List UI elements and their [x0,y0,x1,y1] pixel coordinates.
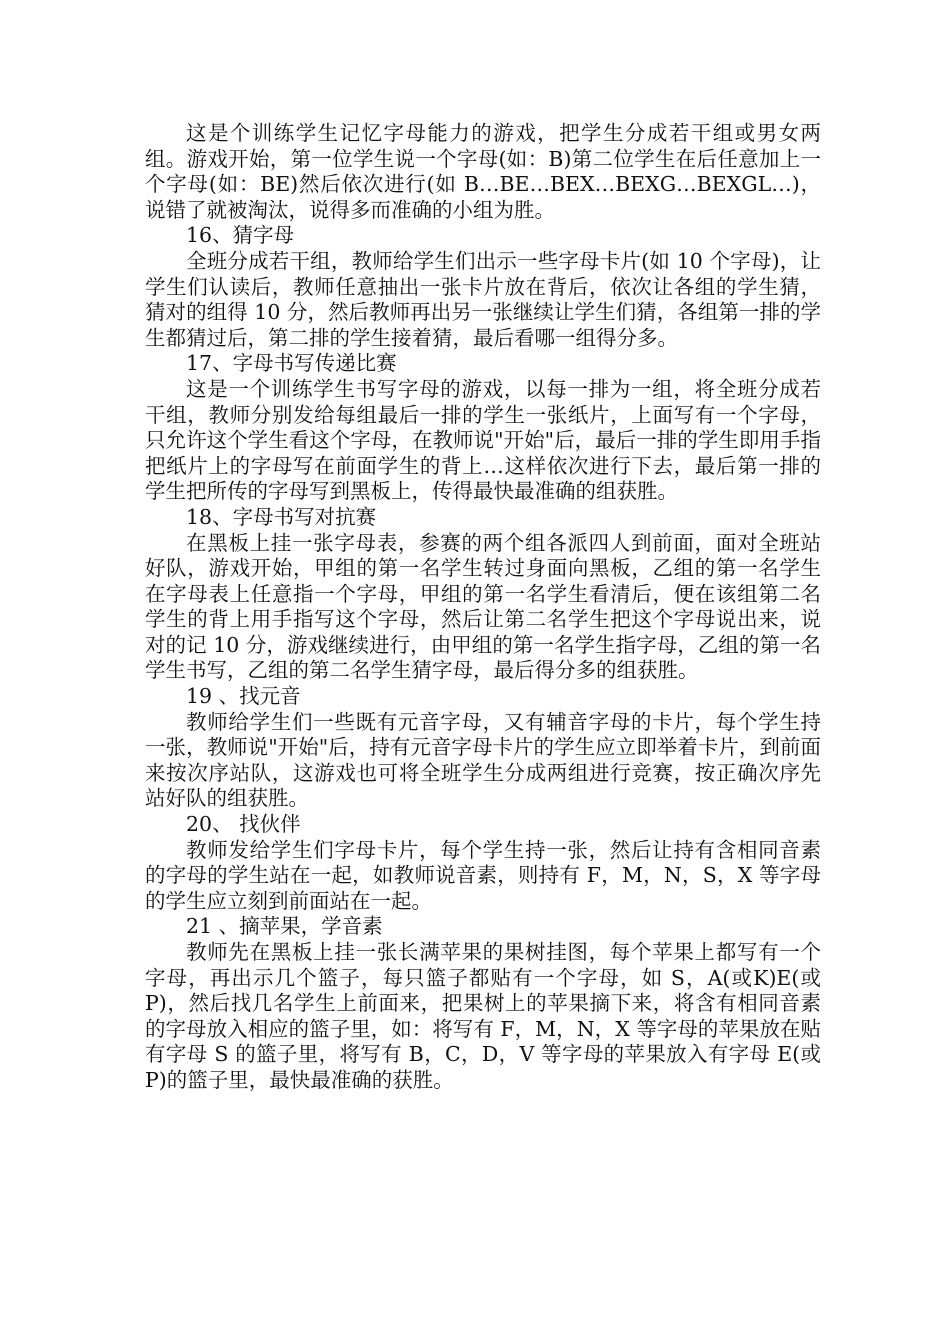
paragraph-guess-letters: 全班分成若干组，教师给学生们出示一些字母卡片(如 10 个字母)，让学生们认读后，教师任意抽出一张卡片放在背后，依次让各组的学生猜，猜对的组得 10 分，然后教师再出另一张继续让学生们猜，各组第一排的学生都猜过后，第二排的学生接着猜，最后看哪一组得分多。 [145,248,821,350]
paragraph-find-partners: 教师发给学生们字母卡片，每个学生持一张，然后让持有含相同音素的字母的学生站在一起，如教师说音素，则持有 F，M，N，S，X 等字母的学生应立刻到前面站在一起。 [145,837,821,913]
paragraph-memory-game: 这是个训练学生记忆字母能力的游戏，把学生分成若干组或男女两组。游戏开始，第一位学生说一个字母(如：B)第二位学生在后任意加上一个字母(如：BE)然后依次进行(如 B…BE…BEX…BEXG…BEXGL…)，说错了就被淘汰，说得多而准确的小组为胜。 [145,121,821,222]
heading-guess-letters: 16、猜字母 [186,223,295,248]
heading-writing-relay: 17、字母书写传递比赛 [186,351,397,376]
document-body [145,121,821,1094]
paragraph-find-vowels: 教师给学生们一些既有元音字母，又有辅音字母的卡片，每个学生持一张，教师说"开始"后，持有元音字母卡片的学生应立即举着卡片，到前面来按次序站队，这游戏也可将全班学生分成两组进行竞赛，按正确次序先站好队的组获胜。 [145,709,821,811]
paragraph-writing-relay: 这是一个训练学生书写字母的游戏，以每一排为一组，将全班分成若干组，教师分别发给每组最后一排的学生一张纸片，上面写有一个字母，只允许这个学生看这个字母，在教师说"开始"后，最后一排的学生即用手指把纸片上的字母写在前面学生的背上…这样依次进行下去，最后第一排的学生把所传的字母写到黑板上，传得最快最准确的组获胜。 [145,376,821,504]
heading-find-partners: 20、 找伙伴 [186,812,301,837]
paragraph-writing-contest: 在黑板上挂一张字母表，参赛的两个组各派四人到前面，面对全班站好队，游戏开始，甲组的第一名学生转过身面向黑板，乙组的第一名学生在字母表上任意指一个字母，甲组的第一名学生看清后，便在该组第二名学生的背上用手指写这个字母，然后让第二名学生把这个字母说出来，说对的记 10 分，游戏继续进行，由甲组的第一名学生指字母，乙组的第一名学生书写，乙组的第二名学生猜字母，最后得分多的组获胜。 [145,530,821,683]
heading-find-vowels: 19 、找元音 [186,684,301,709]
heading-pick-apples: 21 、摘苹果，学音素 [186,914,383,939]
heading-writing-contest: 18、字母书写对抗赛 [186,504,377,529]
paragraph-pick-apples: 教师先在黑板上挂一张长满苹果的果树挂图，每个苹果上都写有一个字母，再出示几个篮子，每只篮子都贴有一个字母，如 S，A(或K)E(或 P)，然后找几名学生上前面来，把果树上的苹果摘下来，将含有相同音素的字母放入相应的篮子里，如：将写有 F，M，N，X 等字母的苹果放在贴有字母 S 的篮子里，将写有 B，C，D，V 等字母的苹果放入有字母 E(或 P)的篮子里，最快最准确的获胜。 [145,940,821,1092]
